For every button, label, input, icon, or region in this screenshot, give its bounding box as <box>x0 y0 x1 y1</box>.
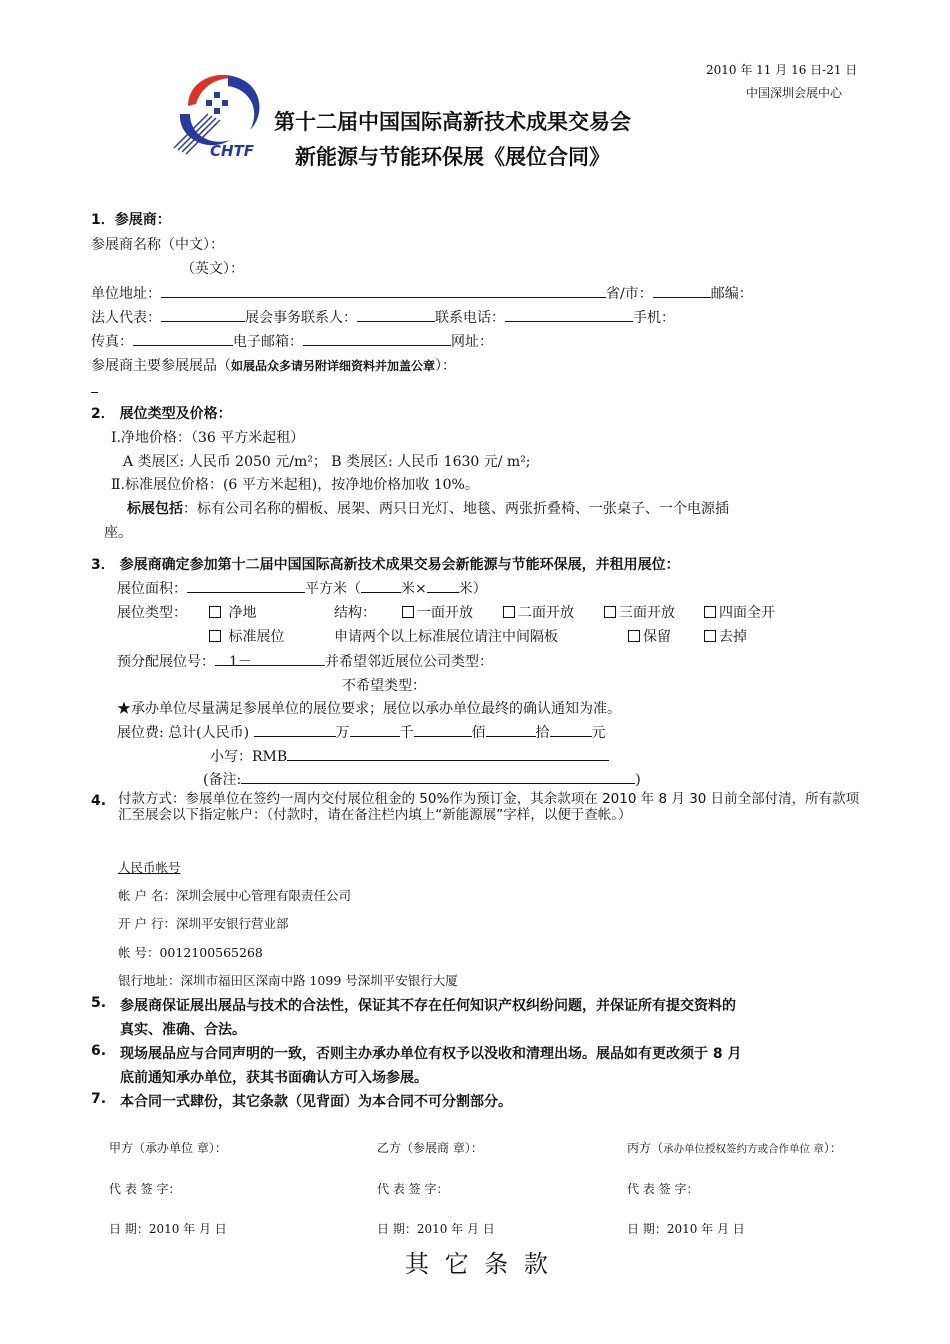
section5-number: 5. <box>91 995 107 1011</box>
standard-includes-text: ：标有公司名称的楣板、展架、两只日光灯、地毯、两张折叠椅、一张桌子、一个电源插 <box>183 501 729 517</box>
email-label: 电子邮箱： <box>233 334 303 350</box>
checkbox-remove[interactable] <box>704 630 716 642</box>
chtf-logo <box>168 68 268 160</box>
checkbox-one-side[interactable] <box>402 606 414 618</box>
party-c-rep: 代 表 签 字： <box>627 1182 699 1196</box>
option-keep[interactable] <box>628 626 671 646</box>
prealloc-label: 预分配展位号： <box>117 654 215 670</box>
fee-row <box>117 722 606 742</box>
section7-number: 7. <box>91 1091 107 1107</box>
title-line-2: 新能源与节能环保展《展位合同》 <box>295 145 610 169</box>
products-field[interactable] <box>91 392 98 393</box>
shi-label: 拾 <box>535 725 550 741</box>
account-holder: 帐 户 名：深圳会展中心管理有限责任公司 <box>118 888 351 903</box>
option-raw-space[interactable] <box>209 602 256 622</box>
products-row <box>91 355 456 375</box>
option-remove-label: 去掉 <box>719 629 747 645</box>
account-number: 帐 号：0012100565268 <box>118 945 263 960</box>
legal-rep-field[interactable] <box>161 307 245 322</box>
event-date: 2010 年 11 月 16 日-21 日 <box>706 63 858 77</box>
width-field[interactable] <box>427 578 459 593</box>
meter-label-2: 米） <box>458 581 487 597</box>
prealloc-row <box>117 651 493 671</box>
section4-number: 4. <box>91 793 107 809</box>
bank-name: 开 户 行：深圳平安银行营业部 <box>118 916 289 931</box>
option-raw-space-label: 净地 <box>228 605 257 621</box>
area-row <box>117 578 487 598</box>
section2-heading: 2． 展位类型及价格： <box>91 406 232 422</box>
not-neighbor-label: 不希望类型： <box>342 678 426 694</box>
name-en-label: （英文）： <box>181 261 244 277</box>
checkbox-standard-booth[interactable] <box>209 630 221 642</box>
party-b-rep: 代 表 签 字： <box>377 1182 449 1196</box>
meter-label-1: 米× <box>401 581 427 597</box>
name-cn-label: 参展商名称（中文）： <box>91 237 224 253</box>
checkbox-four-side[interactable] <box>704 606 716 618</box>
qian-label: 千 <box>399 725 414 741</box>
remark-label: (备注: <box>203 772 242 788</box>
fee-shi-field[interactable] <box>486 722 536 737</box>
small-amount-row <box>210 746 609 766</box>
fee-wan-field[interactable] <box>254 722 336 737</box>
sqm-label: 平方米（ <box>305 581 361 597</box>
booth-notice: ★承办单位尽量满足参展单位的展位要求；展位以承办单位最终的确认通知为准。 <box>117 701 621 717</box>
province-field[interactable] <box>653 283 711 298</box>
products-label-end: ）： <box>435 358 457 374</box>
section5-line1: 参展商保证展出展品与技术的合法性，保证其不存在任何知识产权纠纷问题，并保证所有提交资料的 <box>120 998 736 1014</box>
payment-terms: 付款方式：参展单位在签约一周内交付展位租金的 50%作为预订金，其余款项在 2010 年 8 月 30 日前全部付清，所有款项汇至展会以下指定帐户：（付款时，请在备注栏内填上“新能源展”字样，以便于查帐。） <box>118 791 860 823</box>
products-label: 参展商主要参展展品（ <box>91 358 231 374</box>
remark-close: ) <box>635 772 641 788</box>
section7-text: 本合同一式肆份，其它条款（见背面）为本合同不可分割部分。 <box>120 1094 512 1110</box>
option-one-side-label: 一面开放 <box>417 605 473 621</box>
postcode-label: 邮编： <box>710 286 753 302</box>
contact-label: 展会事务联系人： <box>245 310 357 326</box>
section6-number: 6. <box>91 1043 107 1059</box>
checkbox-three-side[interactable] <box>604 606 616 618</box>
other-terms-heading: 其 它 条 款 <box>405 1250 552 1278</box>
option-four-side[interactable] <box>704 602 775 622</box>
option-four-side-label: 四面全开 <box>719 605 775 621</box>
website-label: 网址： <box>451 334 493 350</box>
standard-includes <box>127 498 729 518</box>
type-label: 展位类型： <box>117 605 187 621</box>
checkbox-two-side[interactable] <box>503 606 515 618</box>
bank-address: 银行地址：深圳市福田区深南中路 1099 号深圳平安银行大厦 <box>118 973 458 988</box>
small-amount-field[interactable] <box>287 746 609 761</box>
fee-yuan-field[interactable] <box>550 722 592 737</box>
prealloc-value: 1－ <box>229 654 252 670</box>
products-note: 如展品众多请另附详细资料并加盖公章 <box>231 359 436 373</box>
phone-field[interactable] <box>505 307 633 322</box>
zone-prices: A 类展区: 人民币 2050 元/m²； B 类展区: 人民币 1630 元/ m²; <box>123 454 531 470</box>
standard-booth-price: Ⅱ.标准展位价格：(6 平方米起租)，按净地价格加收 10%。 <box>111 477 479 493</box>
address-row <box>91 283 753 303</box>
length-field[interactable] <box>361 578 401 593</box>
fax-field[interactable] <box>133 331 233 346</box>
section5-line2: 真实、准确、合法。 <box>120 1022 246 1038</box>
remark-row <box>203 769 641 789</box>
checkbox-raw-space[interactable] <box>209 606 221 618</box>
party-a-date: 日 期：2010 年 月 日 <box>109 1222 227 1236</box>
option-standard-booth-label: 标准展位 <box>228 629 285 645</box>
option-two-side-label: 二面开放 <box>518 605 574 621</box>
wan-label: 万 <box>335 725 350 741</box>
address-label: 单位地址： <box>91 286 161 302</box>
party-a-label: 甲方（承办单位 章）： <box>109 1141 227 1155</box>
fax-label: 传真： <box>91 334 133 350</box>
section3-heading: 3． 参展商确定参加第十二届中国国际高新技术成果交易会新能源与节能环保展，并租用展位： <box>91 557 680 573</box>
fax-row <box>91 331 493 351</box>
option-three-side[interactable] <box>604 602 675 622</box>
province-label: 省/市： <box>606 286 653 302</box>
party-c-label: 丙方（承办单位授权签约方或合作单位 章）： <box>627 1141 842 1155</box>
remark-field[interactable] <box>241 769 635 784</box>
bai-label: 佰 <box>471 725 486 741</box>
party-c-date: 日 期：2010 年 月 日 <box>627 1222 745 1236</box>
fee-qian-field[interactable] <box>350 722 400 737</box>
section6-line2: 底前通知承办单位，获其书面确认方可入场参展。 <box>120 1070 428 1086</box>
standard-includes-label: 标展包括 <box>127 501 183 517</box>
yuan-label: 元 <box>591 725 606 741</box>
prealloc-field[interactable] <box>215 651 325 670</box>
event-venue: 中国深圳会展中心 <box>746 86 843 100</box>
fee-bai-field[interactable] <box>414 722 472 737</box>
contact-field[interactable] <box>357 307 435 322</box>
mobile-label: 手机： <box>633 310 675 326</box>
checkbox-keep[interactable] <box>628 630 640 642</box>
option-keep-label: 保留 <box>643 629 671 645</box>
area-label: 展位面积： <box>117 581 187 597</box>
standard-includes-cont: 座。 <box>104 525 132 541</box>
party-b-label: 乙方（参展商 章）： <box>377 1141 483 1155</box>
option-two-side[interactable] <box>503 602 574 622</box>
option-one-side[interactable] <box>402 602 473 622</box>
partition-note: 申请两个以上标准展位请注中间隔板 <box>334 629 558 645</box>
neighbor-label: 并希望邻近展位公司类型： <box>325 654 493 670</box>
title-line-1: 第十二届中国国际高新技术成果交易会 <box>274 110 631 134</box>
section1-heading: 1．参展商： <box>91 212 171 228</box>
fee-label: 展位费: 总计(人民币) <box>117 725 250 741</box>
legal-rep-label: 法人代表： <box>91 310 161 326</box>
option-three-side-label: 三面开放 <box>619 605 675 621</box>
address-field[interactable] <box>161 283 606 298</box>
structure-label: 结构： <box>334 605 376 621</box>
email-field[interactable] <box>303 331 451 346</box>
logo-text: CHTF <box>210 142 255 160</box>
area-field[interactable] <box>187 578 305 593</box>
option-remove[interactable] <box>704 626 747 646</box>
small-amount-label: 小写：RMB <box>210 749 288 765</box>
section6-line1: 现场展品应与合同声明的一致，否则主办承办单位有权予以没收和清理出场。展品如有更改须于 8 月 <box>120 1046 742 1062</box>
option-standard-booth[interactable] <box>209 626 284 646</box>
party-a-rep: 代 表 签 字： <box>109 1182 181 1196</box>
party-b-date: 日 期：2010 年 月 日 <box>377 1222 495 1236</box>
rmb-account-title: 人民币帐号 <box>118 860 181 875</box>
phone-label: 联系电话： <box>435 310 505 326</box>
raw-space-price: Ⅰ.净地价格：（36 平方米起租） <box>111 430 305 446</box>
contact-row <box>91 307 675 327</box>
